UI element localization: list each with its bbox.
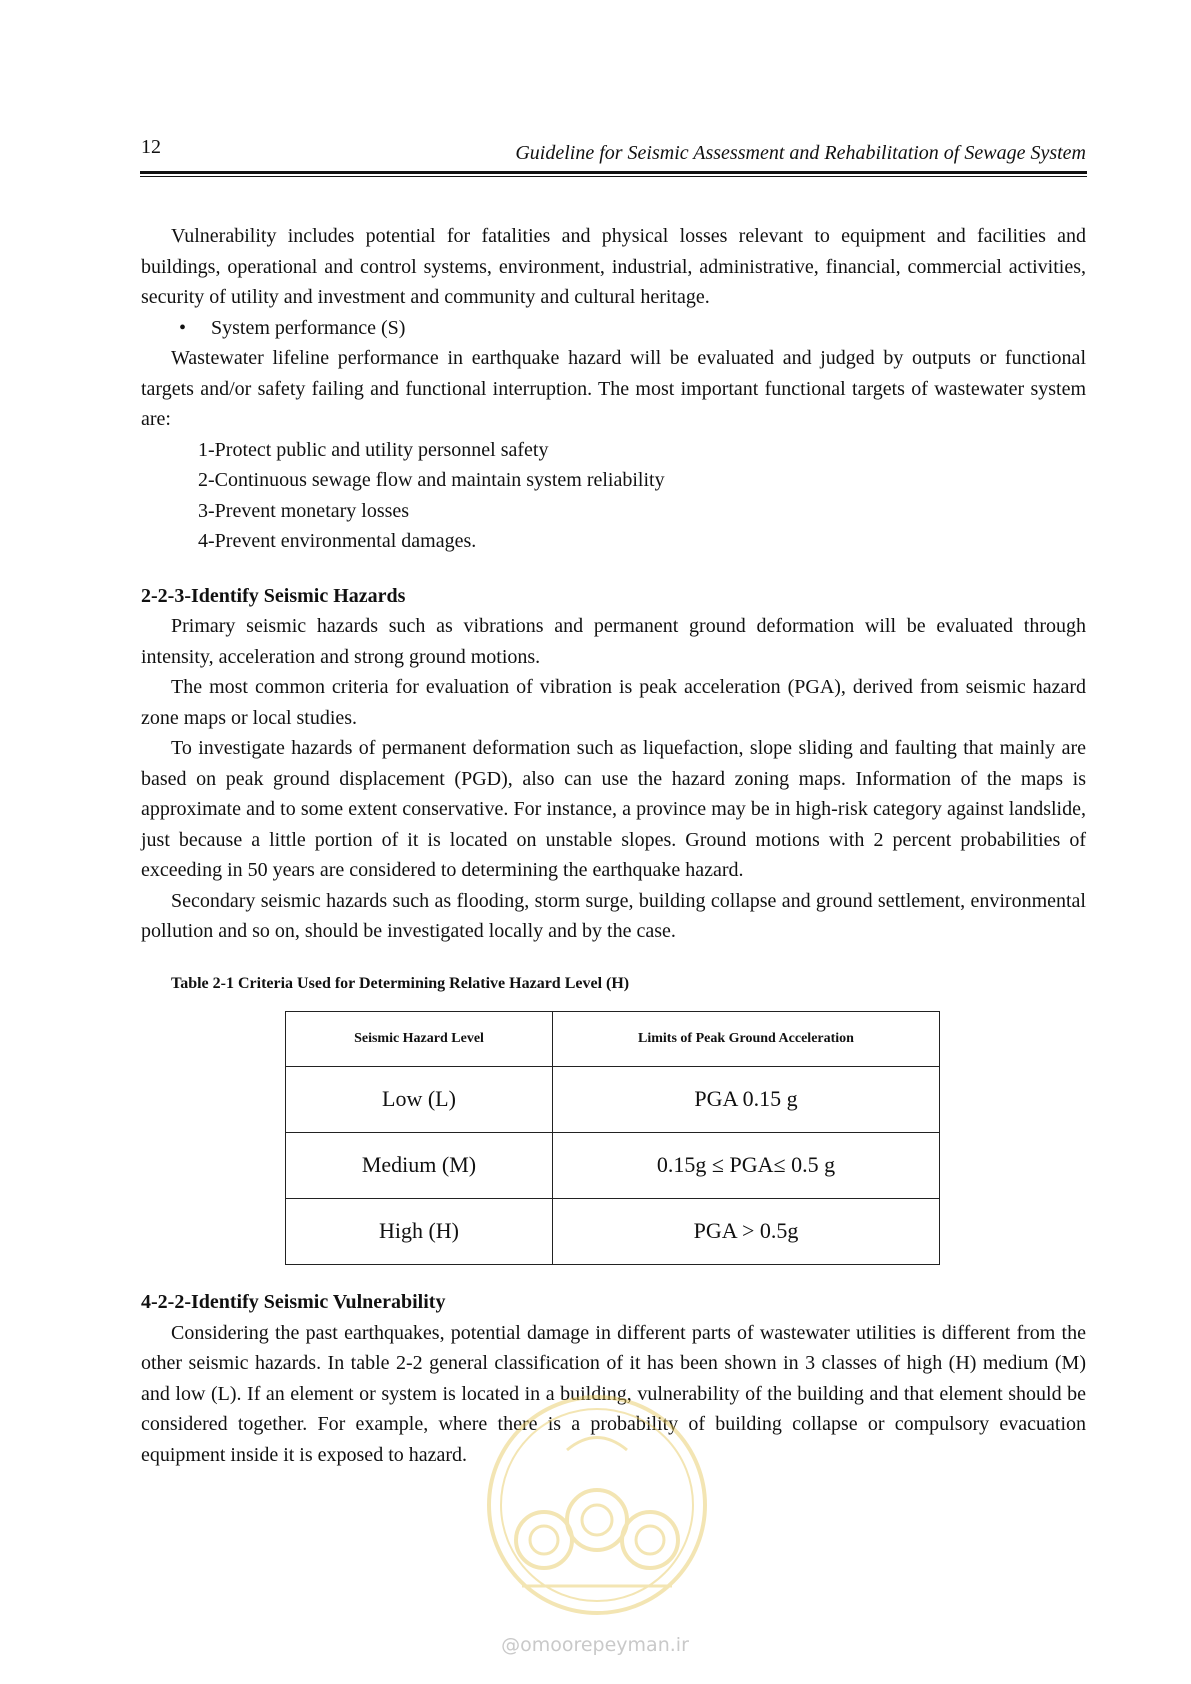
- intro-paragraph: Vulnerability includes potential for fatalities and physical losses relevant to equipment and facilities and buildings, operational and control systems, environment, industrial, administrative, financial, commercial activities, security of utility and investment and community and cultural heritage.: [141, 225, 1086, 308]
- table-cell: 0.15g ≤ PGA≤ 0.5 g: [553, 1133, 940, 1199]
- hazard-level-table: [285, 1011, 940, 1265]
- performance-paragraph: Wastewater lifeline performance in earthquake hazard will be evaluated and judged by outputs or functional targets and/or safety failing and functional interruption. The most important functional targets of wastewater system are:: [141, 347, 1086, 430]
- table-header-cell: Limits of Peak Ground Acceleration: [553, 1012, 940, 1067]
- bullet-dot-icon: •: [179, 316, 187, 339]
- section-heading-vulnerability: 4-2-2-Identify Seismic Vulnerability: [141, 1291, 446, 1313]
- paragraph: The most common criteria for evaluation of vibration is peak acceleration (PGA), derived from seismic hazard zone maps or local studies.: [141, 676, 1086, 729]
- list-item: 2-Continuous sewage flow and maintain system reliability: [198, 469, 665, 491]
- section-heading-hazards: 2-2-3-Identify Seismic Hazards: [141, 584, 406, 607]
- header-rule-thick: [140, 171, 1087, 174]
- table-cell: Low (L): [286, 1067, 553, 1133]
- page-number: 12: [141, 136, 161, 158]
- table-header-cell: Seismic Hazard Level: [286, 1012, 553, 1067]
- watermark-text: @omoorepeyman.ir: [501, 1634, 689, 1656]
- table-cell: PGA 0.15 g: [553, 1067, 940, 1133]
- list-item: 1-Protect public and utility personnel safety: [198, 438, 549, 461]
- table-cell: Medium (M): [286, 1133, 553, 1199]
- paragraph: Primary seismic hazards such as vibrations and permanent ground deformation will be evaluated through intensity, acceleration and strong ground motions.: [141, 615, 1086, 668]
- document-body: [141, 221, 1086, 1470]
- table-cell: PGA > 0.5g: [553, 1199, 940, 1265]
- table-row: [286, 1067, 940, 1133]
- table-caption: Table 2-1 Criteria Used for Determining Relative Hazard Level (H): [171, 974, 630, 992]
- table-row: [286, 1133, 940, 1199]
- paragraph: Considering the past earthquakes, potential damage in different parts of wastewater utilities is different from the other seismic hazards. In table 2-2 general classification of it has been shown in 3 classes of high (H) medium (M) and low (L). If an element or system is located in a building, vulnerability of the building and that element should be considered together. For example, where there is a probability of building collapse or compulsory evacuation equipment inside it is exposed to hazard.: [141, 1321, 1086, 1466]
- bullet-text: System performance (S): [211, 316, 406, 339]
- table-cell: High (H): [286, 1199, 553, 1265]
- list-item: 4-Prevent environmental damages.: [198, 530, 477, 552]
- list-item: 3-Prevent monetary losses: [198, 499, 410, 522]
- paragraph: To investigate hazards of permanent deformation such as liquefaction, slope sliding and faulting that mainly are based on peak ground displacement (PGD), also can use the hazard zoning maps. Information of the maps is approximate and to some extent conservative. For instance, a province may be in high-risk category against landslide, just because a little portion of it is located on unstable slopes. Ground motions with 2 percent probabilities of exceeding in 50 years are considered to determining the earthquake hazard.: [141, 737, 1086, 881]
- table-header-row: [286, 1012, 940, 1067]
- header-rule-thin: [140, 176, 1087, 177]
- bullet-item: [141, 313, 1086, 344]
- table-row: [286, 1199, 940, 1265]
- page-header: [141, 136, 1086, 168]
- functional-targets-list: [141, 435, 1086, 557]
- watermark-seal-icon: [482, 1390, 712, 1620]
- running-title: Guideline for Seismic Assessment and Rehabilitation of Sewage System: [515, 142, 1086, 164]
- paragraph: Secondary seismic hazards such as flooding, storm surge, building collapse and ground settlement, environmental pollution and so on, should be investigated locally and by the case.: [141, 889, 1086, 942]
